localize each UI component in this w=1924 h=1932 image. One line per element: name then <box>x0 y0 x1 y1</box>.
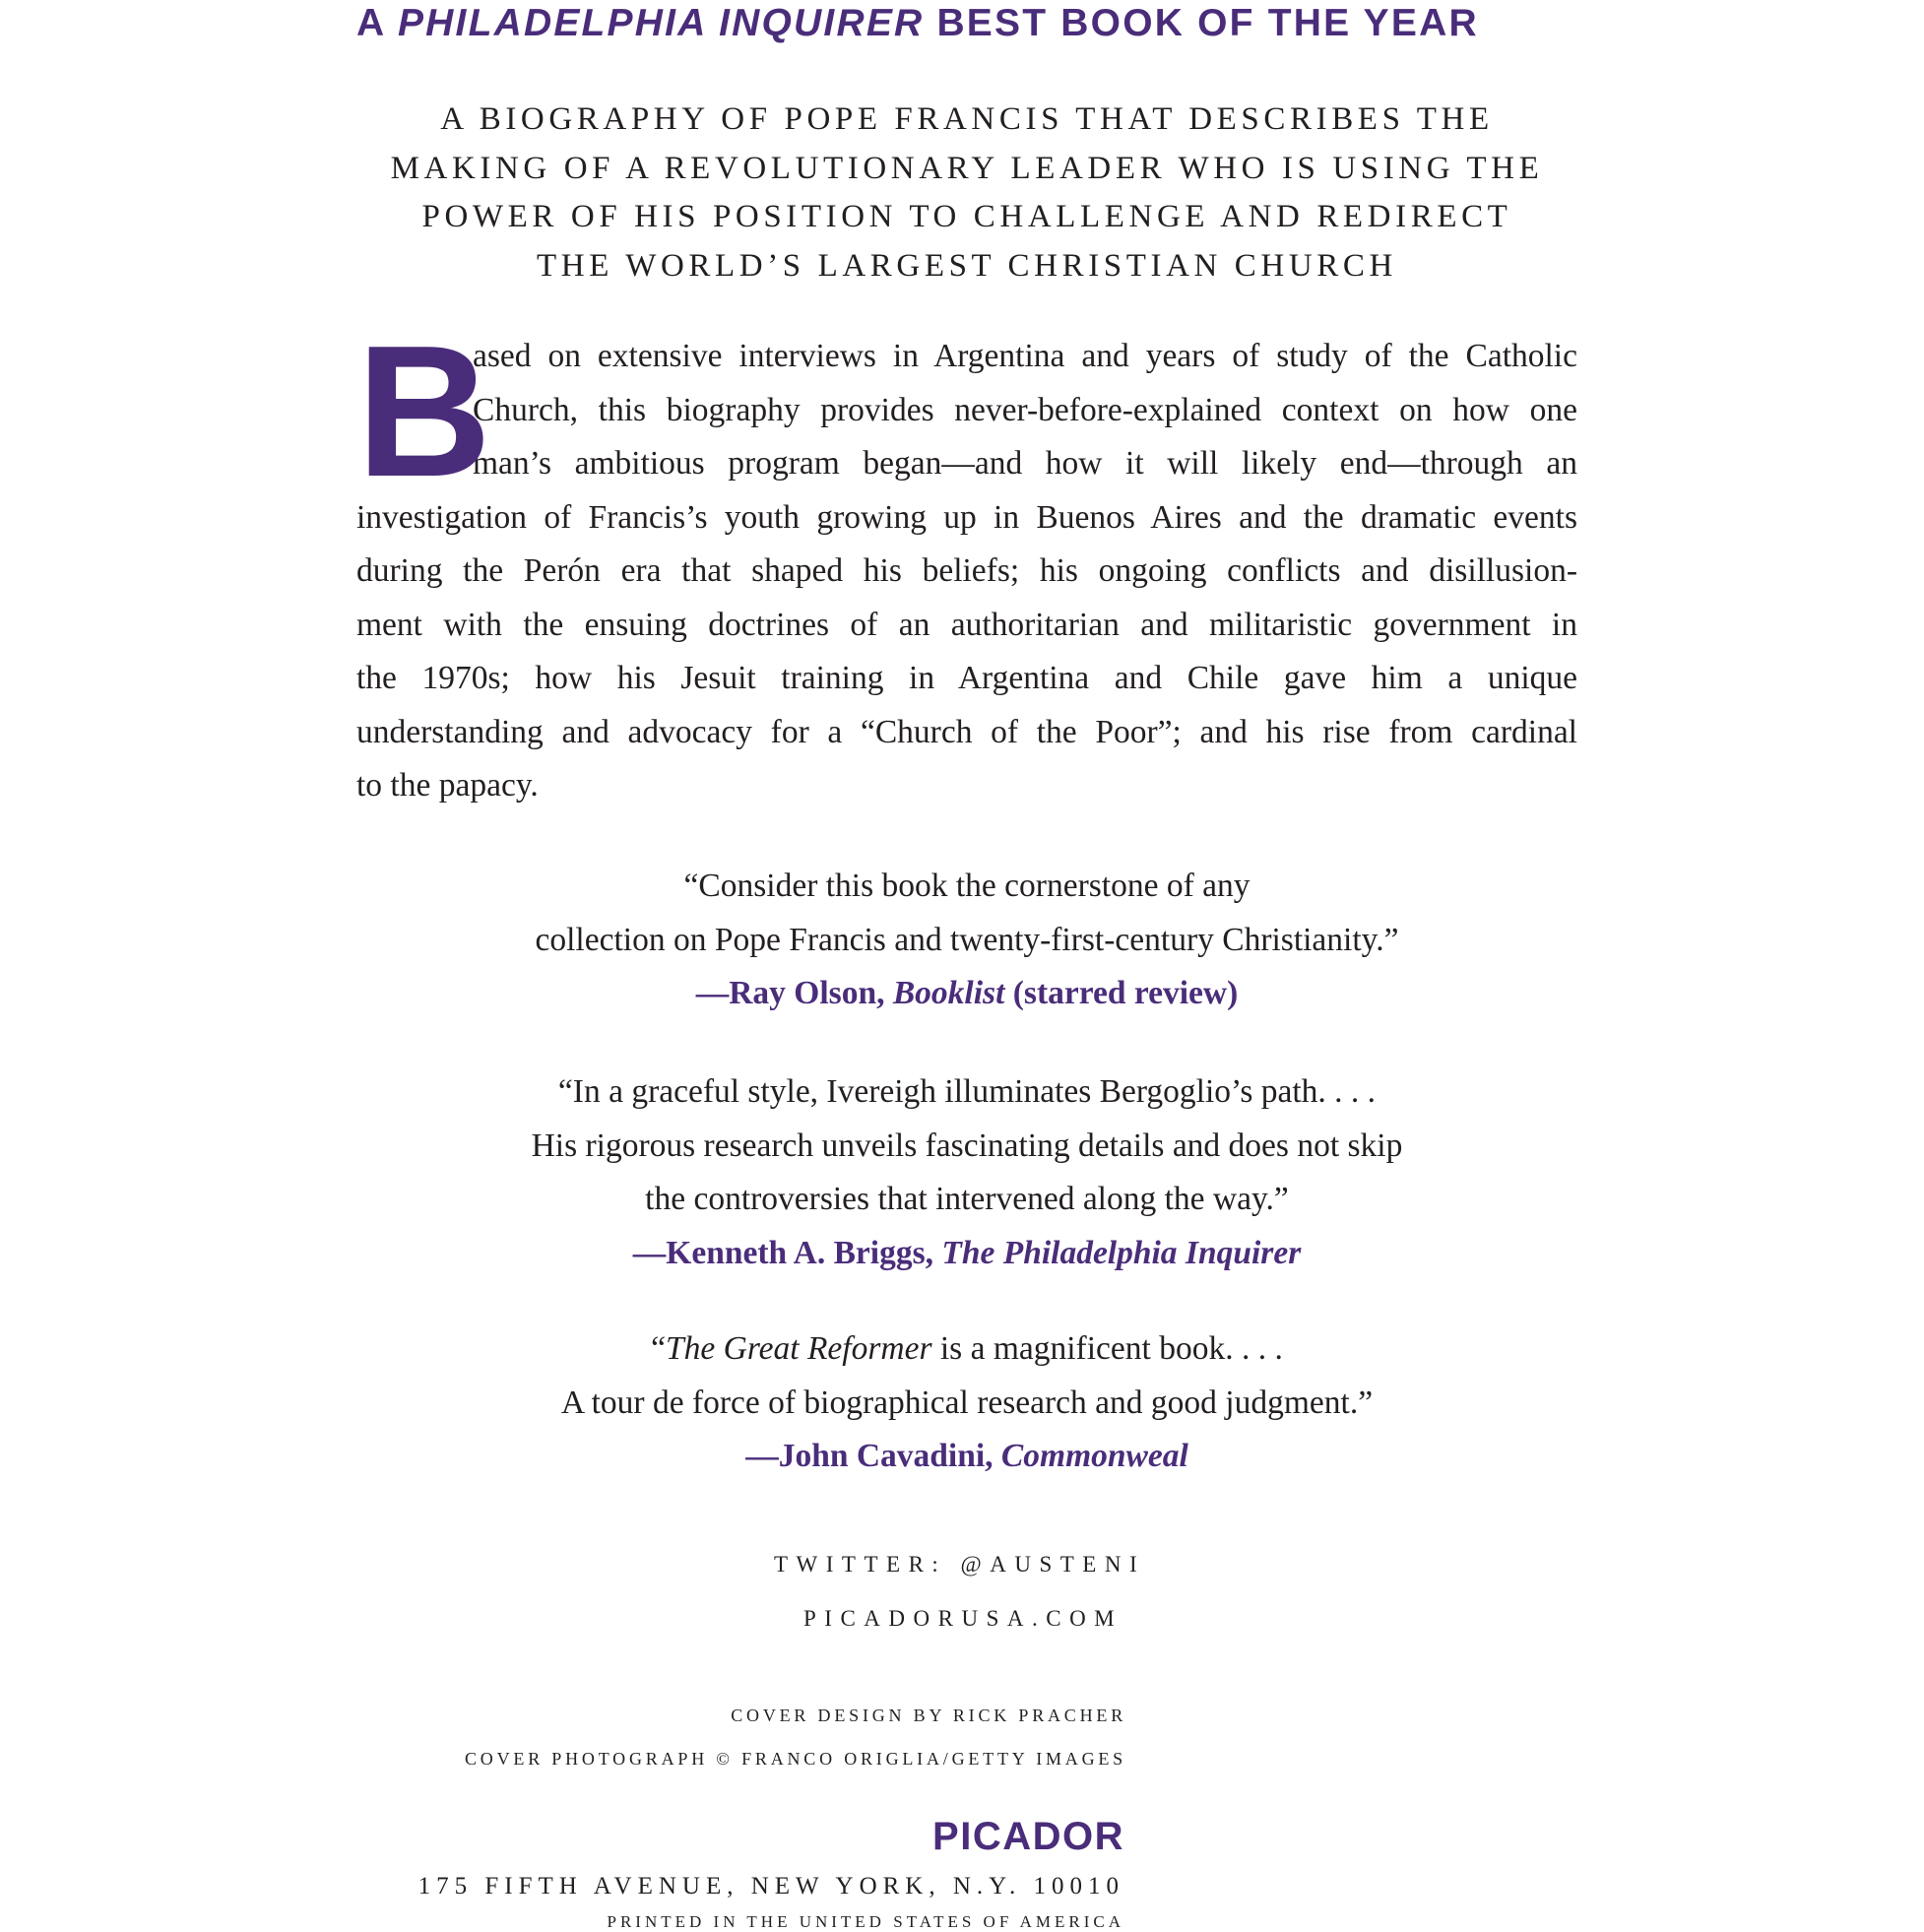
paragraph-line: to the papacy. <box>356 767 539 804</box>
paragraph-line: investigation of Francis’s youth growing up in Buenos Aires and the dramatic events <box>356 498 1577 536</box>
attribution-name: —Kenneth A. Briggs, <box>632 1234 942 1271</box>
headline-suffix: BEST BOOK OF THE YEAR <box>924 2 1479 44</box>
review-quote-commonweal <box>356 1322 1577 1484</box>
subheading-line: A BIOGRAPHY OF POPE FRANCIS THAT DESCRIBES THE <box>440 101 1494 137</box>
book-title: The Great Reformer <box>666 1330 932 1367</box>
cover-design-credit: COVER DESIGN BY RICK PRACHER <box>731 1706 1126 1725</box>
review-quote-booklist <box>356 860 1577 1021</box>
attribution-source: Booklist <box>892 975 1005 1011</box>
subheading-line: THE WORLD’S LARGEST CHRISTIAN CHURCH <box>537 247 1397 284</box>
twitter-handle: TWITTER: @AUSTENI <box>774 1552 1146 1577</box>
quote-open-mark: “ <box>651 1330 667 1367</box>
quote-line: collection on Pope Francis and twenty-first-century Christianity.” <box>535 921 1399 958</box>
publisher-website: PICADORUSA.COM <box>803 1606 1123 1631</box>
description-paragraph <box>356 307 1577 813</box>
attribution-name: —Ray Olson, <box>695 975 893 1011</box>
paragraph-line: the 1970s; how his Jesuit training in Argentina and Chile gave him a unique <box>356 660 1577 696</box>
paragraph-line: Church, this biography provides never-before-explained context on how one <box>473 391 1577 428</box>
subheading-line: POWER OF HIS POSITION TO CHALLENGE AND REDIRECT <box>421 199 1512 234</box>
quote-line: the controversies that intervened along the way.” <box>645 1181 1289 1217</box>
quote-line: A tour de force of biographical research and good judgment.” <box>560 1384 1374 1421</box>
paragraph-line: ased on extensive interviews in Argentina and years of study of the Catholic <box>473 338 1577 374</box>
review-quote-inquirer <box>356 1065 1577 1280</box>
quote-text: is a magnificent book. . . . <box>931 1330 1283 1367</box>
attribution-source: The Philadelphia Inquirer <box>941 1234 1302 1271</box>
cover-photo-credit: COVER PHOTOGRAPH © FRANCO ORIGLIA/GETTY IMAGES <box>465 1749 1126 1769</box>
printed-in-note: PRINTED IN THE UNITED STATES OF AMERICA <box>607 1912 1124 1931</box>
paragraph-line: during the Perón era that shaped his beliefs; his ongoing conflicts and disillusion- <box>356 552 1577 589</box>
headline-publication: PHILADELPHIA INQUIRER <box>397 2 925 44</box>
paragraph-line: understanding and advocacy for a “Church of the Poor”; and his rise from cardinal <box>356 713 1577 750</box>
attribution-note: (starred review) <box>1004 975 1239 1011</box>
paragraph-line: man’s ambitious program began—and how it will likely end—through an <box>473 445 1577 482</box>
headline-prefix: A <box>356 2 398 44</box>
quote-line: “Consider this book the cornerstone of any <box>683 868 1251 904</box>
quote-attribution <box>356 967 1577 1021</box>
award-headline <box>356 2 1577 45</box>
attribution-name: —John Cavadini, <box>745 1438 1001 1474</box>
publisher-address: 175 FIFTH AVENUE, NEW YORK, N.Y. 10010 <box>417 1873 1124 1900</box>
quote-attribution <box>356 1430 1577 1484</box>
subheading-line: MAKING OF A REVOLUTIONARY LEADER WHO IS USING THE <box>390 150 1544 186</box>
publisher-logo-text: PICADOR <box>932 1815 1124 1858</box>
quote-attribution <box>356 1227 1577 1281</box>
quote-line: “In a graceful style, Ivereigh illuminates Bergoglio’s path. . . . <box>557 1073 1377 1110</box>
drop-cap: B <box>356 307 492 516</box>
attribution-source: Commonweal <box>1000 1438 1188 1474</box>
paragraph-line: ment with the ensuing doctrines of an authoritarian and militaristic government in <box>356 606 1577 643</box>
quote-line <box>356 1322 1577 1377</box>
quote-line: His rigorous research unveils fascinating details and does not skip <box>531 1127 1403 1164</box>
subheading <box>356 96 1577 290</box>
